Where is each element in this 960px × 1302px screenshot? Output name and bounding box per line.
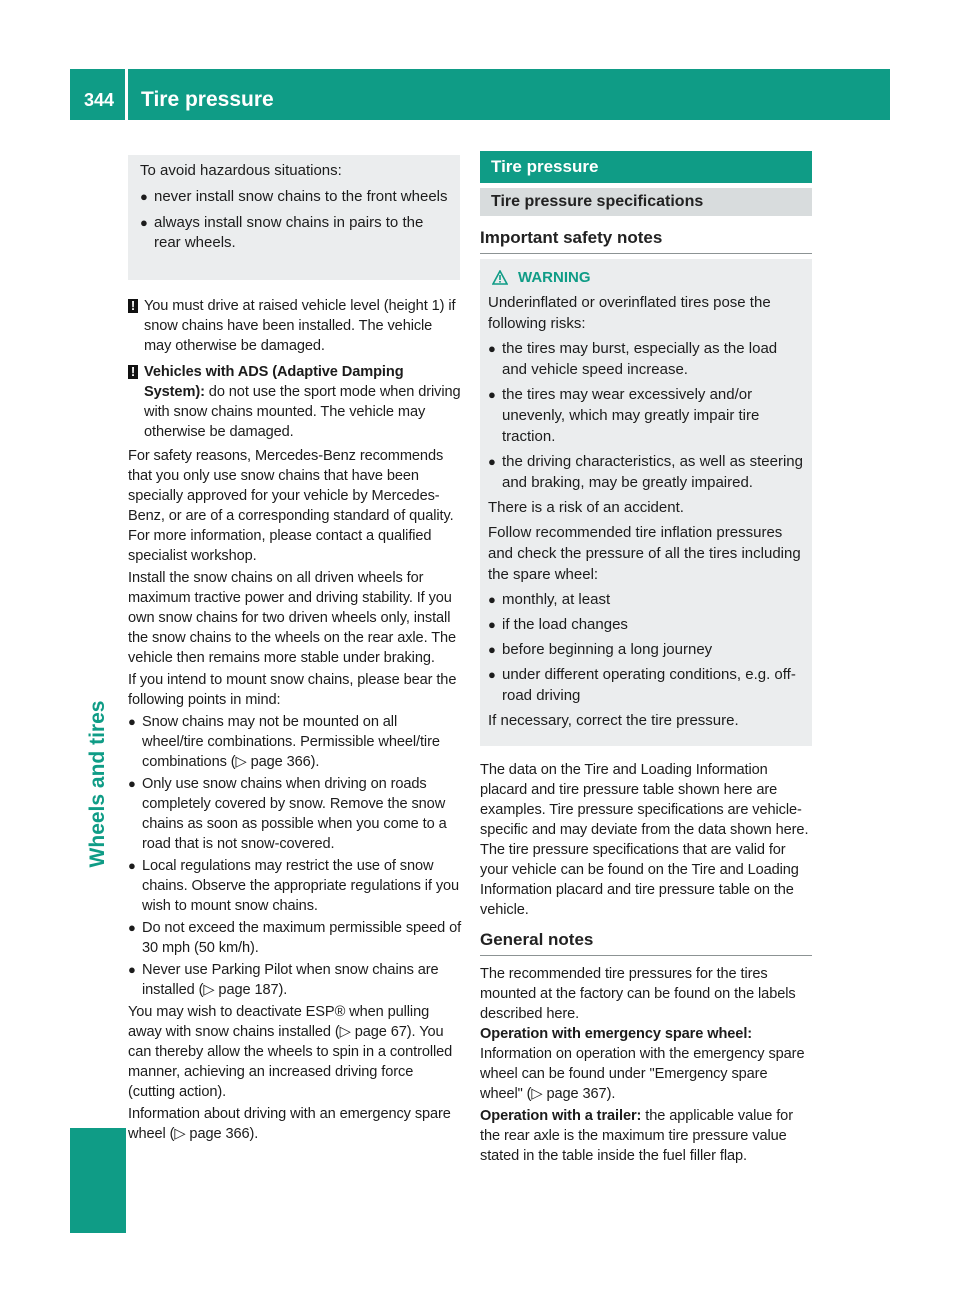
check-item xyxy=(488,589,804,610)
caution-item-text: never install snow chains to the front wheels xyxy=(154,188,448,205)
safety-heading: Important safety notes xyxy=(480,227,812,254)
bullet-icon: ● xyxy=(128,858,136,873)
bullet-icon: ● xyxy=(488,642,496,657)
right-heading xyxy=(480,151,812,183)
emergency-text: Information on operation with the emergency spare wheel can be found under "Emergency spare wheel" (▷ page 367). xyxy=(480,1046,805,1102)
emergency-title: Operation with emergency spare wheel: xyxy=(480,1026,753,1042)
caution-item-text: always install snow chains in pairs to the rear wheels. xyxy=(154,214,424,251)
check-item xyxy=(488,639,804,660)
list-item xyxy=(128,712,462,772)
general-heading: General notes xyxy=(480,929,812,956)
note-vehicle-level-text: You must drive at raised vehicle level (height 1) if snow chains have been installed. The vehicle may otherwise be damaged. xyxy=(144,298,456,354)
bullet-icon: ● xyxy=(488,592,496,607)
check-item-text: monthly, at least xyxy=(502,591,611,608)
bullet-icon: ● xyxy=(488,454,496,469)
bullet-icon: ● xyxy=(488,387,496,402)
trailer-para xyxy=(480,1106,814,1166)
risk-item xyxy=(488,338,804,380)
caution-item xyxy=(140,213,448,253)
header-divider xyxy=(125,69,128,120)
right-subheading-text: Tire pressure specifications xyxy=(491,193,704,210)
list-item-text: Do not exceed the maximum permissible speed of 30 mph (50 km/h). xyxy=(142,920,462,956)
note-ads-title: Vehicles with ADS (Adaptive Damping System): xyxy=(144,364,404,400)
bullet-icon: ● xyxy=(128,962,136,977)
list-item xyxy=(128,856,462,916)
note-ads xyxy=(128,362,462,442)
risk-item-text: the tires may wear excessively and/or unevenly, which may greatly impair tire traction. xyxy=(502,386,760,445)
warning-follow: Follow recommended tire inflation pressures and check the pressure of all the tires including the spare wheel: xyxy=(488,524,801,583)
right-heading-text: Tire pressure xyxy=(491,157,599,176)
warning-correct: If necessary, correct the tire pressure. xyxy=(488,712,739,729)
bullet-icon: ● xyxy=(140,189,148,204)
check-item-text: before beginning a long journey xyxy=(502,641,713,658)
check-item xyxy=(488,664,804,706)
warning-triangle-icon xyxy=(492,270,508,285)
trailer-title: Operation with a trailer: xyxy=(480,1108,642,1124)
list-item-text: Only use snow chains when driving on roads completely covered by snow. Remove the snow chains as soon as possible when you come to a road that is not snow-covered. xyxy=(142,776,447,852)
bullet-icon: ● xyxy=(140,215,148,230)
bullet-icon: ● xyxy=(128,714,136,729)
para-install: Install the snow chains on all driven wheels for maximum tractive power and driving stability. If you own snow chains for two driven wheels only, install the snow chains to the wheels on the rear axle. The vehicle then remains more stable under braking. xyxy=(128,570,457,666)
general-body xyxy=(480,964,814,1166)
side-tab xyxy=(70,1128,126,1233)
warning-intro: Underinflated or overinflated tires pose the following risks: xyxy=(488,294,771,332)
note-ads-text: do not use the sport mode when driving with snow chains mounted. The vehicle may otherwise be damaged. xyxy=(144,384,461,440)
caution-box xyxy=(128,155,460,280)
trailer-text: the applicable value for the rear axle is the maximum tire pressure value stated in the table inside the fuel filler flap. xyxy=(480,1108,793,1164)
para-emergency: Information about driving with an emergency spare wheel (▷ page 366). xyxy=(128,1106,451,1142)
check-item-text: under different operating conditions, e.g. off-road driving xyxy=(502,666,796,704)
warning-accident: There is a risk of an accident. xyxy=(488,499,684,516)
check-item xyxy=(488,614,804,635)
caution-item xyxy=(140,187,448,207)
list-item-text: Local regulations may restrict the use of snow chains. Observe the appropriate regulations if you wish to mount snow chains. xyxy=(142,858,460,914)
bullet-icon: ● xyxy=(488,667,496,682)
caution-intro: To avoid hazardous situations: xyxy=(140,162,342,179)
warning-box xyxy=(480,259,812,746)
warning-title-text: WARNING xyxy=(518,269,591,286)
exclamation-icon: ! xyxy=(128,299,138,313)
para-intend: If you intend to mount snow chains, please bear the following points in mind: xyxy=(128,672,457,708)
section-title: Tire pressure xyxy=(141,88,274,111)
para-safety: For safety reasons, Mercedes-Benz recommends that you only use snow chains that have been specially approved for your vehicle by Mercedes-Benz, or are of a corresponding standard of quality. For more information, please contact a qualified specialist workshop. xyxy=(128,448,454,564)
list-item-text: Snow chains may not be mounted on all wheel/tire combinations. Permissible wheel/tire combinations (▷ page 366). xyxy=(142,714,440,770)
list-item xyxy=(128,774,462,854)
risk-item xyxy=(488,451,804,493)
list-item xyxy=(128,960,462,1000)
bullet-icon: ● xyxy=(128,776,136,791)
exclamation-icon: ! xyxy=(128,365,138,379)
data-paragraph: The data on the Tire and Loading Information placard and tire pressure table shown here are examples. Tire pressure specifications are vehicle-specific and may deviate from the data shown here. The tire pressure specifications that are valid for your vehicle can be found on the Tire and Loading Information placard and tire pressure table on the vehicle. xyxy=(480,762,809,918)
right-subheading xyxy=(480,188,812,216)
para-esp: You may wish to deactivate ESP® when pulling away with snow chains installed (▷ page 67). You can thereby allow the wheels to spin in a controlled manner, achieving an increased driving force (cutting action). xyxy=(128,1004,453,1100)
bullet-icon: ● xyxy=(128,920,136,935)
bullet-icon: ● xyxy=(488,617,496,632)
check-item-text: if the load changes xyxy=(502,616,628,633)
risk-item xyxy=(488,384,804,447)
list-item xyxy=(128,918,462,958)
bullet-icon: ● xyxy=(488,341,496,356)
side-label-text: Wheels and tires xyxy=(86,700,109,868)
risk-item-text: the driving characteristics, as well as steering and braking, may be greatly impaired. xyxy=(502,453,803,491)
risk-item-text: the tires may burst, especially as the load and vehicle speed increase. xyxy=(502,340,778,378)
warning-title xyxy=(488,267,804,288)
list-item-text: Never use Parking Pilot when snow chains are installed (▷ page 187). xyxy=(142,962,439,998)
note-vehicle-level xyxy=(128,296,462,356)
general-para: The recommended tire pressures for the tires mounted at the factory can be found on the labels described here. xyxy=(480,966,796,1022)
left-body xyxy=(128,296,462,1144)
page-number: 344 xyxy=(84,90,115,110)
